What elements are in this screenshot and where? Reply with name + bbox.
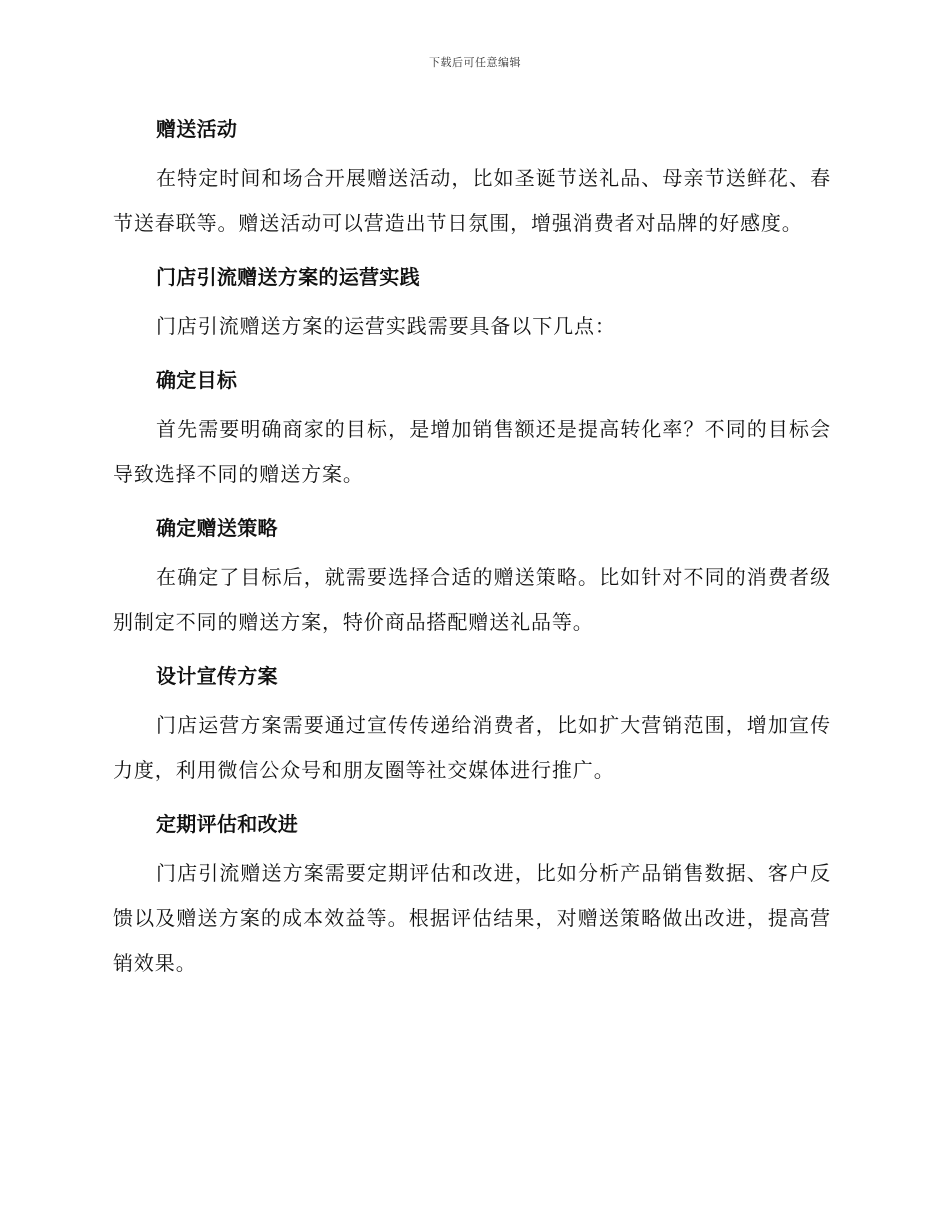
section-heading-gift-activity: 赠送活动	[156, 117, 238, 141]
section-paragraph-promotion-plan: 门店运营方案需要通过宣传传递给消费者，比如扩大营销范围，增加宣传力度，利用微信公众号和朋友圈等社交媒体进行推广。	[113, 713, 831, 782]
section-heading-review-improve: 定期评估和改进	[156, 812, 299, 836]
section-heading-operation-practice: 门店引流赠送方案的运营实践	[156, 265, 420, 289]
document-body	[113, 110, 831, 986]
section-paragraph-gift-strategy: 在确定了目标后，就需要选择合适的赠送策略。比如针对不同的消费者级别制定不同的赠送方案，特价商品搭配赠送礼品等。	[113, 565, 831, 634]
section-paragraph-operation-practice: 门店引流赠送方案的运营实践需要具备以下几点：	[156, 314, 616, 338]
section-heading-promotion-plan: 设计宣传方案	[156, 664, 278, 688]
section-paragraph-gift-activity: 在特定时间和场合开展赠送活动，比如圣诞节送礼品、母亲节送鲜花、春节送春联等。赠送活动可以营造出节日氛围，增强消费者对品牌的好感度。	[113, 166, 831, 235]
section-heading-gift-strategy: 确定赠送策略	[156, 516, 278, 540]
section-paragraph-review-improve: 门店引流赠送方案需要定期评估和改进，比如分析产品销售数据、客户反馈以及赠送方案的成本效益等。根据评估结果，对赠送策略做出改进，提高营销效果。	[113, 861, 831, 975]
section-paragraph-set-goals: 首先需要明确商家的目标，是增加销售额还是提高转化率？不同的目标会导致选择不同的赠送方案。	[113, 417, 831, 486]
header-note: 下载后可任意编辑	[429, 56, 521, 69]
section-heading-set-goals: 确定目标	[156, 368, 238, 392]
